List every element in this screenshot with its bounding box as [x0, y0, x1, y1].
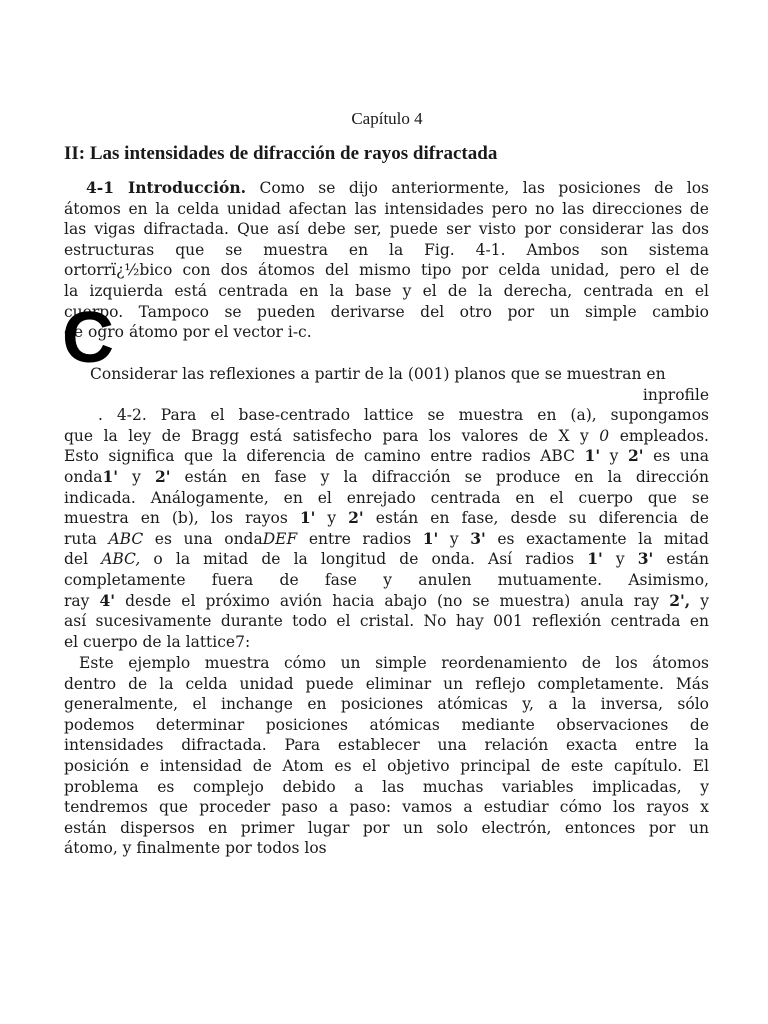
chapter-label: Capítulo 4 — [351, 109, 423, 128]
text-line: átomo, y finalmente por todos los — [64, 839, 327, 858]
text-line: Este ejemplo muestra cómo un simple reordenamiento de los átomos — [79, 654, 709, 672]
text-line: cuerpo. Tampoco se pueden derivarse del otro por un simple cambio — [64, 302, 709, 321]
text-line: Considerar las reflexiones a partir de la (001) planos que se muestran en — [90, 365, 666, 383]
text-line: Esto significa que la diferencia de camino entre radios ABC 1' y 2' es una — [64, 446, 709, 466]
page-title: II: Las intensidades de difracción de rayos difractada — [64, 143, 498, 164]
text-line: dentro de la celda unidad puede eliminar un reflejo completamente. Más — [64, 674, 709, 693]
conclusion-paragraph — [64, 653, 709, 859]
section-heading: 4-1 Introducción. — [86, 178, 247, 197]
text-line: muestra en (b), los rayos 1' y 2' están en fase, desde su diferencia de — [64, 508, 709, 528]
text-line: las vigas difractada. Que así debe ser, puede ser visto por considerar las dos — [64, 220, 709, 239]
text-line: tendremos que proceder paso a paso: vamos a estudiar cómo los rayos x — [64, 798, 709, 817]
text-line: inprofile — [642, 385, 709, 404]
text-line: 4-1 Introducción. Como se dijo anteriormente, las posiciones de los — [86, 178, 709, 197]
text-line: estructuras que se muestra en la Fig. 4-1. Ambos son sistema — [64, 240, 709, 259]
text-line: el cuerpo de la lattice7: — [64, 632, 251, 651]
text-line: podemos determinar posiciones atómicas mediante observaciones de — [64, 715, 709, 734]
text-line: posición e intensidad de Atom es el objetivo principal de este capítulo. El — [64, 756, 709, 775]
text-line: onda1' y 2' están en fase y la difracción se produce en la dirección — [64, 466, 709, 486]
text-line: intensidades difractada. Para establecer una relación exacta entre la — [64, 736, 709, 755]
intro-paragraph — [64, 178, 709, 343]
text-line: del ABC, o la mitad de la longitud de onda. Así radios 1' y 3' están — [64, 549, 709, 569]
text-line: que la ley de Bragg está satisfecho para los valores de X y 0 empleados. — [64, 426, 709, 445]
text-line: . 4-2. Para el base-centrado lattice se muestra en (a), supongamos — [98, 406, 709, 425]
text-line: de ogro átomo por el vector i-c. — [64, 323, 312, 342]
overlapping-letter-logo: C — [62, 298, 114, 378]
text-line: ruta ABC es una ondaDEF entre radios 1' y 3' es exactamente la mitad — [64, 528, 709, 548]
text-line: completamente fuera de fase y anulen mutuamente. Asimismo, — [64, 570, 709, 589]
text-line: generalmente, el inchange en posiciones atómicas y, a la inversa, sólo — [64, 695, 709, 714]
reflections-paragraph — [64, 364, 709, 652]
text-line: ray 4' desde el próximo avión hacia abajo (no se muestra) anula ray 2', y — [64, 590, 709, 610]
text-line: problema es complejo debido a las muchas variables implicadas, y — [64, 777, 709, 796]
text-line: ortorrï¿½bico con dos átomos del mismo tipo por celda unidad, pero el de — [64, 261, 709, 280]
text-line: así sucesivamente durante todo el cristal. No hay 001 reflexión centrada en — [64, 612, 709, 631]
text-line: átomos en la celda unidad afectan las intensidades pero no las direcciones de — [64, 199, 709, 218]
text-line: indicada. Análogamente, en el enrejado centrada en el cuerpo que se — [64, 488, 709, 507]
text-line: están dispersos en primer lugar por un solo electrón, entonces por un — [64, 818, 709, 837]
text-line: la izquierda está centrada en la base y el de la derecha, centrada en el — [64, 281, 709, 300]
